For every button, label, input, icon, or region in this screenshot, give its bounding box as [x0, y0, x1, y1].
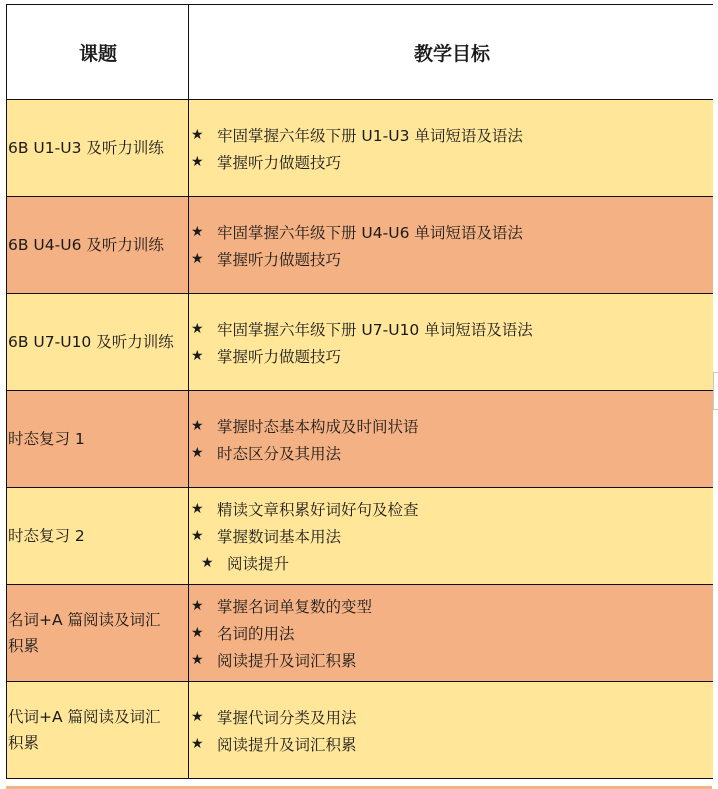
goal-text: 阅读提升 — [227, 555, 290, 573]
goal-item — [191, 496, 713, 523]
topic-text: 6B U1-U3 及听力训练 — [8, 139, 164, 157]
topic-cell — [7, 100, 189, 196]
table-row — [7, 682, 713, 779]
scroll-edge-marker — [713, 372, 718, 410]
goal-text: 掌握听力做题技巧 — [217, 250, 342, 269]
topic-cell — [7, 585, 189, 681]
goal-item — [191, 412, 713, 439]
goal-text: 掌握听力做题技巧 — [217, 347, 342, 366]
topic-cell — [7, 391, 189, 487]
goal-text: 牢固掌握六年级下册 U1-U3 单词短语及语法 — [217, 126, 523, 145]
goals-cell — [189, 585, 713, 681]
star-icon: ★ — [191, 625, 204, 641]
star-icon: ★ — [201, 555, 214, 571]
star-icon: ★ — [191, 320, 204, 337]
goal-item — [191, 245, 713, 272]
table-row — [7, 294, 713, 391]
goal-item — [191, 523, 713, 550]
star-icon: ★ — [191, 528, 204, 544]
goal-item — [191, 121, 713, 148]
header-topic: 课题 — [7, 5, 189, 99]
goal-item — [191, 730, 713, 757]
table-row — [7, 100, 713, 197]
goal-item — [191, 439, 713, 466]
topic-text: 时态复习 2 — [8, 527, 85, 545]
goals-cell — [189, 488, 713, 584]
goal-text: 掌握时态基本构成及时间状语 — [217, 417, 419, 436]
goal-text: 牢固掌握六年级下册 U4-U6 单词短语及语法 — [217, 223, 523, 242]
star-icon: ★ — [191, 347, 204, 364]
goals-cell — [189, 391, 713, 487]
topic-text: 6B U7-U10 及听力训练 — [8, 333, 174, 351]
topic-cell — [7, 294, 189, 390]
topic-cell — [7, 682, 189, 778]
goal-text: 掌握代词分类及用法 — [217, 708, 357, 727]
star-icon: ★ — [191, 735, 204, 752]
table-row — [7, 488, 713, 585]
topic-cell — [7, 488, 189, 584]
table-row — [7, 391, 713, 488]
goal-text: 精读文章积累好词好句及检查 — [217, 501, 419, 519]
goal-item — [191, 593, 713, 620]
goal-text: 牢固掌握六年级下册 U7-U10 单词短语及语法 — [217, 320, 533, 339]
star-icon: ★ — [191, 598, 204, 614]
goal-text: 阅读提升及词汇积累 — [217, 652, 357, 670]
goals-cell — [189, 294, 713, 390]
header-goals: 教学目标 — [413, 42, 490, 65]
goal-text: 掌握听力做题技巧 — [217, 153, 342, 172]
star-icon: ★ — [191, 153, 204, 170]
star-icon: ★ — [191, 652, 204, 668]
goal-item — [191, 647, 713, 674]
topic-cell — [7, 197, 189, 293]
goal-item — [191, 315, 713, 342]
star-icon: ★ — [191, 223, 204, 240]
goal-text: 阅读提升及词汇积累 — [217, 735, 357, 754]
table-row — [7, 585, 713, 682]
goal-text: 时态区分及其用法 — [217, 444, 342, 463]
star-icon: ★ — [191, 250, 204, 267]
goal-text: 名词的用法 — [217, 625, 295, 643]
goals-cell — [189, 197, 713, 293]
topic-text: 时态复习 1 — [8, 430, 85, 448]
goal-item — [191, 703, 713, 730]
goal-text: 掌握名词单复数的变型 — [217, 598, 373, 616]
goal-item — [191, 342, 713, 369]
star-icon: ★ — [191, 126, 204, 143]
goal-item — [191, 550, 713, 577]
star-icon: ★ — [191, 417, 204, 434]
star-icon: ★ — [191, 444, 204, 461]
star-icon: ★ — [191, 708, 204, 725]
goals-cell — [189, 100, 713, 196]
goals-cell — [189, 682, 713, 778]
goal-text: 掌握数词基本用法 — [217, 528, 342, 546]
goal-item — [191, 218, 713, 245]
star-icon: ★ — [191, 501, 204, 517]
goal-item — [191, 148, 713, 175]
topic-text: 代词+A 篇阅读及词汇 积累 — [8, 708, 161, 752]
table-header-row — [7, 4, 713, 100]
goal-item — [191, 620, 713, 647]
topic-text: 6B U4-U6 及听力训练 — [8, 236, 164, 254]
curriculum-table — [6, 4, 713, 779]
topic-text: 名词+A 篇阅读及词汇 积累 — [8, 611, 161, 655]
table-row — [7, 197, 713, 294]
